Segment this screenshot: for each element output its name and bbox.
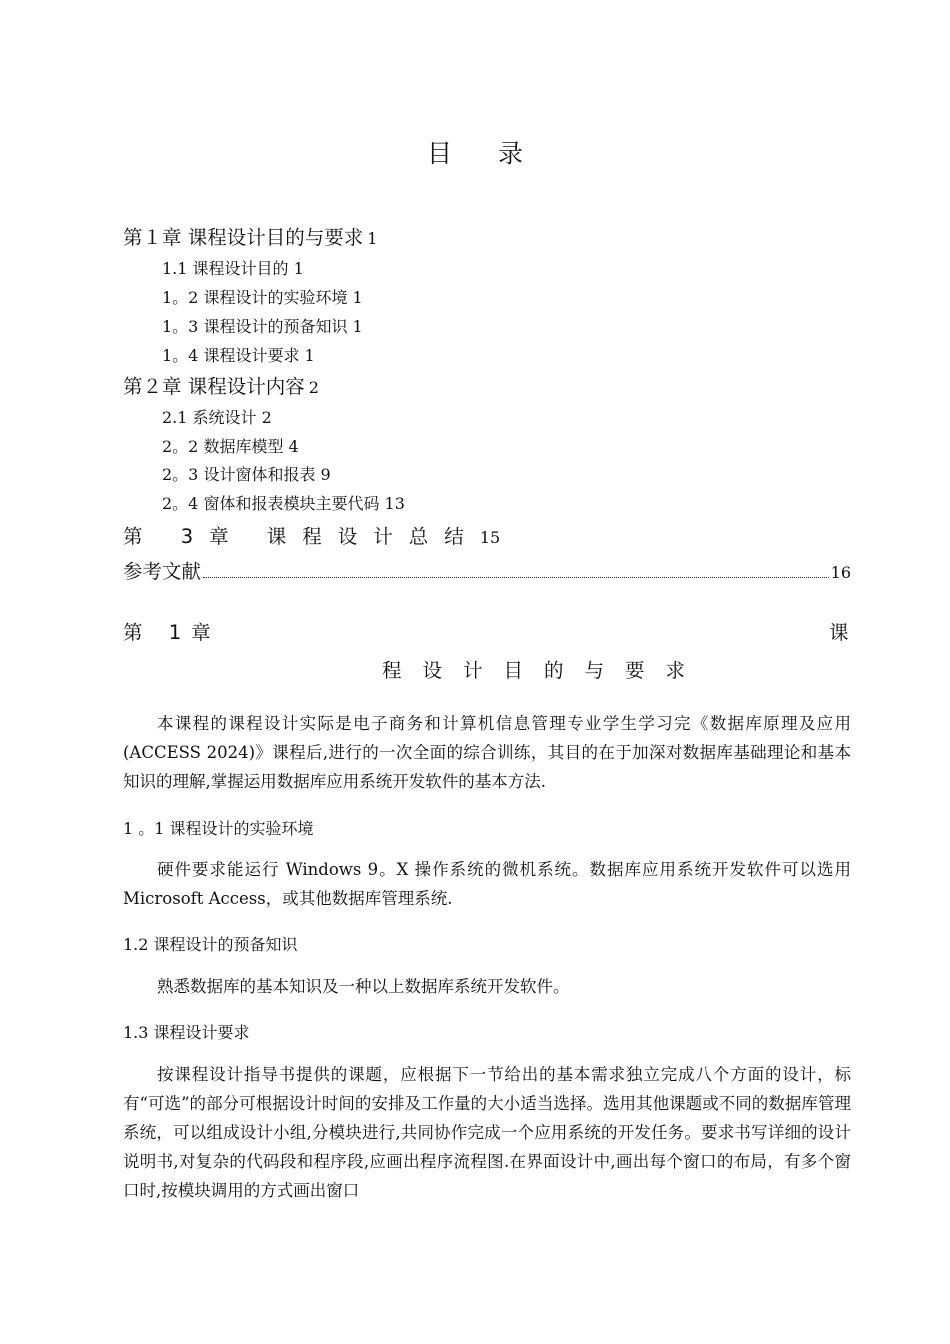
- toc-item-2-4[interactable]: 2。4 窗体和报表模块主要代码 13: [162, 494, 405, 513]
- section-1-3-paragraph: 按课程设计指导书提供的课题，应根据下一节给出的基本需求独立完成八个方面的设计，标有“可选”的部分可根据设计时间的安排及工作量的大小适当选择。选用其他课题或不同的数据库管理系统，可以组成设计小组,分模块进行,共同协作完成一个应用系统的开发任务。要求书写详细的设计说明书,对复杂的代码段和程序段,应画出程序流程图.在界面设计中,画出每个窗口的布局，有多个窗口时,按模块调用的方式画出窗口: [123, 1065, 851, 1200]
- toc-references[interactable]: [123, 556, 851, 584]
- chapter-1-prefix: 第 1章: [123, 621, 221, 644]
- toc-title: 目录: [426, 139, 569, 168]
- toc-item-2-3[interactable]: 2。3 设计窗体和报表 9: [162, 465, 331, 484]
- toc-item-1-3[interactable]: 1。3 课程设计的预备知识 1: [162, 317, 363, 336]
- section-1-3-heading: 1.3 课程设计要求: [123, 1023, 250, 1042]
- section-1-1-heading: 1 。1 课程设计的实验环境: [123, 819, 314, 838]
- chapter-1-title: 程设计目的与要求: [382, 659, 707, 682]
- toc-chapter-1[interactable]: [123, 222, 377, 250]
- toc-chapter-2-page: 2: [308, 378, 319, 397]
- toc-chapter-3-label: 第 3章 课程设计总结: [123, 525, 480, 548]
- toc-item-2-2[interactable]: 2。2 数据库模型 4: [162, 437, 299, 456]
- toc-chapter-3-page: 15: [479, 528, 501, 547]
- toc-chapter-1-page: 1: [367, 229, 378, 248]
- section-1-2-paragraph: 熟悉数据库的基本知识及一种以上数据库系统开发软件。: [157, 977, 570, 996]
- toc-item-1-2[interactable]: 1。2 课程设计的实验环境 1: [162, 288, 363, 307]
- toc-item-1-1[interactable]: 1.1 课程设计目的 1: [162, 259, 304, 278]
- toc-item-2-1[interactable]: 2.1 系统设计 2: [162, 408, 272, 427]
- section-1-1-paragraph: 硬件要求能运行 Windows 9。X 操作系统的微机系统。数据库应用系统开发软件可以选用 Microsoft Access，或其他数据库管理系统.: [123, 860, 851, 908]
- toc-chapter-3[interactable]: [123, 521, 500, 549]
- toc-chapter-2[interactable]: [123, 371, 319, 399]
- toc-item-1-4[interactable]: 1。4 课程设计要求 1: [162, 346, 315, 365]
- toc-references-label: 参考文献: [123, 560, 202, 583]
- intro-paragraph: 本课程的课程设计实际是电子商务和计算机信息管理专业学生学习完《数据库原理及应用(ACCESS 2024)》课程后,进行的一次全面的综合训练，其目的在于加深对数据库基础理论和基本知识的理解,掌握运用数据库应用系统开发软件的基本方法.: [123, 714, 851, 791]
- toc-references-page: 16: [830, 563, 851, 582]
- toc-chapter-2-label: 第２章 课程设计内容: [123, 375, 305, 398]
- section-1-2-heading: 1.2 课程设计的预备知识: [123, 935, 298, 954]
- chapter-1-first-char: 课: [829, 621, 849, 644]
- toc-leader-dots: [203, 577, 829, 578]
- toc-chapter-1-label: 第１章 课程设计目的与要求: [123, 226, 364, 249]
